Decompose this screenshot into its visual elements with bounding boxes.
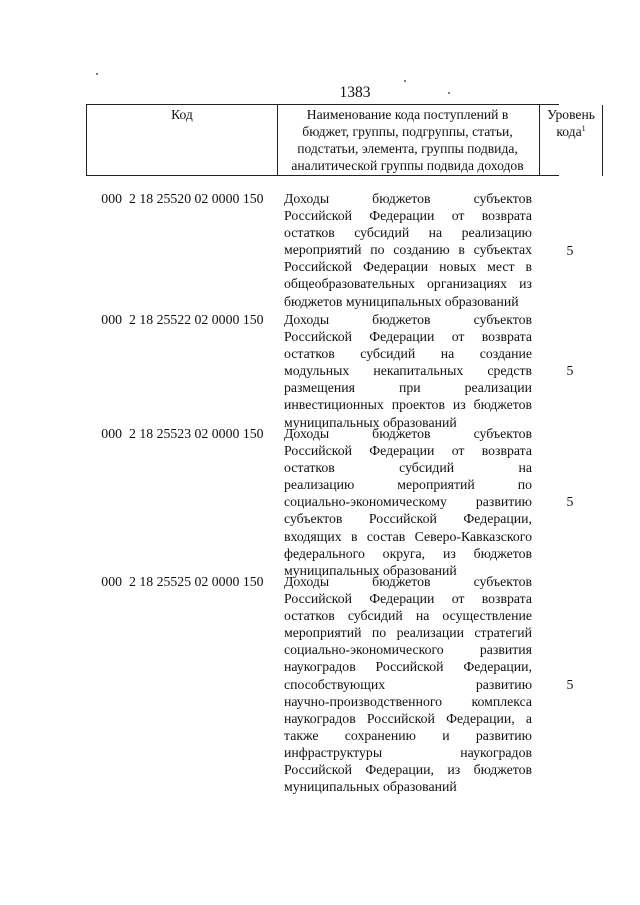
revenue-name-line: общеобразовательных организациях из [284,276,532,292]
revenue-name-line: социально-экономическому развитию [284,494,532,510]
code-level: 5 [566,363,574,378]
footnote-marker: 1 [581,124,586,133]
scan-speck [448,92,450,94]
admin-code: 000 [101,574,122,589]
header-level [539,105,603,176]
revenue-name-line: Доходы бюджетов субъектов [284,574,532,589]
header-level-word: кода [556,124,582,139]
table-header [86,104,595,176]
revenue-name-line: Российской Федерации от возврата [284,443,532,459]
revenue-name-line: способствующих развитию [284,676,532,692]
revenue-name-line: субъектов Российской Федерации, [284,511,532,527]
revenue-name-line: остатков субсидий на создание [284,346,532,362]
revenue-name-line: Российской Федерации от возврата [284,591,532,607]
scan-speck [96,73,98,75]
revenue-name-line: Доходы бюджетов субъектов [284,426,532,441]
revenue-code: 2 18 25520 02 0000 150 [129,191,264,206]
revenue-name-line: Российской Федерации новых мест в [284,259,532,275]
revenue-code: 2 18 25525 02 0000 150 [129,574,264,589]
revenue-name [284,573,532,795]
header-name-line: аналитической группы подвида доходов [291,158,524,173]
revenue-name-line: входящих в состав Северо-Кавказского [284,528,532,544]
revenue-name-line: Российской Федерации, из бюджетов [284,762,532,778]
revenue-name-line: реализацию мероприятий по [284,477,532,493]
page-number: 1383 [339,84,371,101]
revenue-name-line: наукоградов Российской Федерации, а [284,710,532,726]
header-level-line [540,123,602,140]
revenue-name-line: муниципальных образований [284,414,457,430]
admin-code: 000 [101,191,122,206]
revenue-name-line: остатков субсидий на реализацию [284,225,532,241]
revenue-name-line: федерального округа, из бюджетов [284,545,532,561]
revenue-name-line: научно-производственного комплекса [284,693,532,709]
revenue-name-line: инвестиционных проектов из бюджетов [284,397,532,413]
revenue-name-line: Доходы бюджетов субъектов [284,191,532,206]
admin-code: 000 [101,312,122,327]
scan-speck [404,80,406,82]
revenue-name-line: размещения при реализации [284,380,532,396]
revenue-name-line: муниципальных образований [284,779,457,795]
revenue-name [284,425,532,579]
revenue-name-line: остатков субсидий на [284,460,532,476]
revenue-name-line: остатков субсидий на осуществление [284,608,532,624]
revenue-name-line: мероприятий по реализации стратегий [284,625,532,641]
revenue-name [284,311,532,431]
code-level: 5 [566,677,574,692]
header-name-line: бюджет, группы, подгруппы, статьи, [302,124,513,139]
revenue-name-line: инфраструктуры наукоградов [284,744,532,760]
revenue-name-line: Российской Федерации от возврата [284,208,532,224]
header-name-line: подстатьи, элемента, группы подвида, [297,141,518,156]
revenue-name-line: Доходы бюджетов субъектов [284,312,532,327]
revenue-name-line: также сохранению и развитию [284,727,532,743]
admin-code: 000 [101,426,122,441]
revenue-name-line: наукоградов Российской Федерации, [284,659,532,675]
revenue-name [284,190,532,310]
revenue-code: 2 18 25523 02 0000 150 [129,426,264,441]
revenue-name-line: модульных некапитальных средств [284,363,532,379]
revenue-name-line: Российской Федерации от возврата [284,329,532,345]
revenue-name-line: социально-экономического развития [284,642,532,658]
header-name-line: Наименование кода поступлений в [306,107,509,122]
header-level-line: Уровень [547,107,595,122]
revenue-code: 2 18 25522 02 0000 150 [129,312,264,327]
code-level: 5 [566,494,574,509]
revenue-name-line: бюджетов муниципальных образований [284,293,519,309]
code-level: 5 [566,243,574,258]
header-code: Код [86,105,278,176]
revenue-name-line: мероприятий по созданию в субъектах [284,242,532,258]
header-name [277,105,538,176]
revenue-name-line: муниципальных образований [284,562,457,578]
